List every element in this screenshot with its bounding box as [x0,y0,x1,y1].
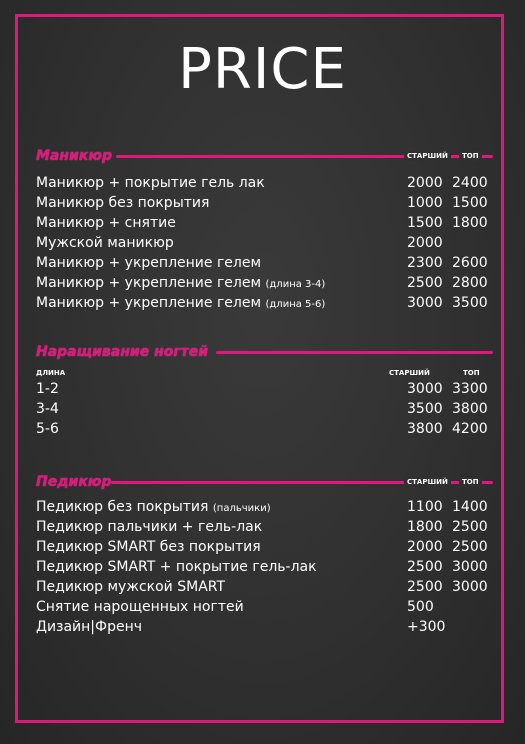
service-name [36,173,265,193]
extension-section [36,343,496,439]
manicure-header [36,147,496,165]
price-row [36,617,496,637]
service-label: Педикюр пальчики + гель-лак [36,519,263,535]
price-row [36,273,496,293]
price-top: 3800 [452,401,488,417]
service-name [36,399,59,419]
price-senior: 2000 [407,539,443,555]
price-senior: 3500 [407,401,443,417]
price-senior: 2000 [407,175,443,191]
price-top: 2500 [452,519,488,535]
manicure-list [36,173,496,313]
price-top: 3500 [452,295,488,311]
price-senior: 1800 [407,519,443,535]
extension-col-senior: СТАРШИЙ [389,369,430,377]
service-name [36,213,176,233]
service-label: 1-2 [36,381,59,397]
pedicure-header [36,473,496,491]
manicure-col-senior: СТАРШИЙ [404,151,451,161]
price-senior: 3000 [407,381,443,397]
service-label: Маникюр без покрытия [36,195,210,211]
service-label: Педикюр мужской SMART [36,579,226,595]
price-top: 2800 [452,275,488,291]
price-row [36,597,496,617]
service-label: 3-4 [36,401,59,417]
price-top: 2400 [452,175,488,191]
service-name [36,233,174,253]
price-row [36,517,496,537]
price-row [36,537,496,557]
price-top: 1800 [452,215,488,231]
page-title: PRICE [178,37,347,102]
pedicure-col-top: ТОП [459,477,482,487]
pedicure-title: Педикюр [36,474,112,490]
service-label: Маникюр + укрепление гелем [36,295,266,311]
price-senior: 500 [407,599,434,615]
price-top: 4200 [452,421,488,437]
service-name [36,193,209,213]
extension-col-length: ДЛИНА [36,369,66,377]
service-name [36,597,244,617]
service-name [36,497,271,519]
price-senior: 2500 [407,579,443,595]
price-senior: 1100 [407,499,443,515]
service-label: Снятие нарощенных ногтей [36,599,244,615]
price-row [36,293,496,313]
price-senior: 3800 [407,421,443,437]
price-senior: 2000 [407,235,443,251]
price-senior: +300 [407,619,446,635]
extension-divider [216,351,493,354]
service-label: 5-6 [36,421,59,437]
price-top: 1500 [452,195,488,211]
service-label: Педикюр SMART + покрытие гель-лак [36,559,317,575]
service-name [36,379,59,399]
price-row [36,213,496,233]
service-name [36,617,142,637]
extension-title: Наращивание ногтей [36,344,209,360]
price-senior: 2500 [407,559,443,575]
service-name [36,577,225,597]
service-note: (длина 5-6) [265,299,326,310]
price-senior: 2300 [407,255,443,271]
price-top: 3000 [452,579,488,595]
price-top: 1400 [452,499,488,515]
service-label: Педикюр без покрытия [36,499,213,515]
price-row [36,233,496,253]
service-name [36,517,262,537]
price-row [36,253,496,273]
price-top: 3300 [452,381,488,397]
price-row [36,399,496,419]
service-name [36,253,261,273]
service-name [36,293,325,315]
price-row [36,379,496,399]
price-row [36,497,496,517]
extension-col-top: ТОП [463,369,480,377]
service-name [36,419,59,439]
service-name [36,537,261,557]
service-label: Маникюр + снятие [36,215,176,231]
price-senior: 3000 [407,295,443,311]
price-row [36,173,496,193]
service-label: Дизайн|Френч [36,619,143,635]
price-top: 3000 [452,559,488,575]
price-row [36,577,496,597]
service-label: Маникюр + укрепление гелем [36,255,262,271]
price-senior: 1000 [407,195,443,211]
manicure-col-top: ТОП [459,151,482,161]
price-senior: 2500 [407,275,443,291]
pedicure-section [36,473,496,637]
extension-col-headers [36,367,496,379]
service-note: (длина 3-4) [265,279,326,290]
service-label: Педикюр SMART без покрытия [36,539,261,555]
service-name [36,557,317,577]
service-name [36,273,325,295]
price-top: 2600 [452,255,488,271]
price-row [36,193,496,213]
manicure-section [36,147,496,313]
service-note: (пальчики) [212,503,271,514]
pedicure-list [36,497,496,637]
price-top: 2500 [452,539,488,555]
extension-list [36,379,496,439]
service-label: Маникюр + покрытие гель лак [36,175,265,191]
price-row [36,419,496,439]
service-label: Мужской маникюр [36,235,174,251]
price-senior: 1500 [407,215,443,231]
pedicure-col-senior: СТАРШИЙ [404,477,451,487]
manicure-title: Маникюр [36,148,112,164]
extension-header [36,343,496,361]
service-label: Маникюр + укрепление гелем [36,275,266,291]
price-row [36,557,496,577]
